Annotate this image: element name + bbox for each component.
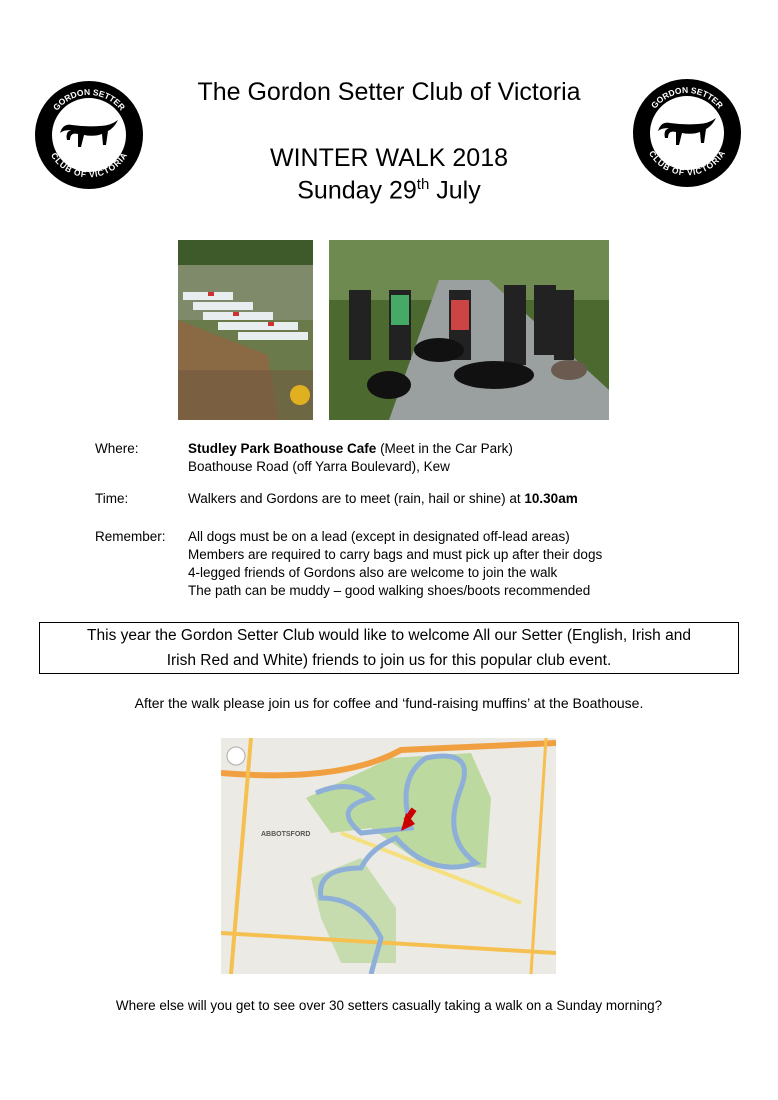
logo-top-text: GORDON SETTER <box>50 86 128 113</box>
map-pan-control-icon[interactable] <box>227 747 245 765</box>
boats-photo <box>178 240 313 420</box>
event-date: Sunday 29th July <box>297 176 481 205</box>
map-label-abbotsford: ABBOTSFORD <box>261 831 311 838</box>
event-title: WINTER WALK 2018 <box>269 144 509 172</box>
remember-label: Remember: <box>95 529 166 544</box>
list-item: Members are required to carry bags and must pick up after their dogs <box>188 547 603 562</box>
where-label: Where: <box>95 441 139 456</box>
time-value: Walkers and Gordons are to meet (rain, hail or shine) at 10.30am <box>188 491 578 506</box>
time-label: Time: <box>95 491 129 506</box>
list-item: All dogs must be on a lead (except in designated off-lead areas) <box>188 529 570 544</box>
logo-top-text: GORDON SETTER <box>648 84 726 111</box>
closing-text: Where else will you get to see over 30 setters casually taking a walk on a Sunday morning? <box>115 998 663 1013</box>
welcome-box <box>39 622 739 674</box>
list-item: 4-legged friends of Gordons also are welcome to join the walk <box>188 565 558 580</box>
logo-bottom-text: CLUB OF VICTORIA <box>646 148 728 178</box>
club-title: The Gordon Setter Club of Victoria <box>197 78 581 106</box>
walkers-photo <box>329 240 609 420</box>
after-walk-text: After the walk please join us for coffee and ‘fund-raising muffins’ at the Boathouse. <box>134 695 644 711</box>
remember-list <box>188 528 602 600</box>
where-value: Studley Park Boathouse Cafe (Meet in the Car Park) Boathouse Road (off Yarra Boulevard), Kew <box>188 441 513 474</box>
welcome-line: Irish Red and White) friends to join us for this popular club event. <box>166 652 612 669</box>
welcome-line: This year the Gordon Setter Club would like to welcome All our Setter (English, Irish and <box>87 627 691 644</box>
list-item: The path can be muddy – good walking shoes/boots recommended <box>188 583 591 598</box>
location-map <box>221 738 556 974</box>
logo-bottom-text: CLUB OF VICTORIA <box>48 150 130 180</box>
